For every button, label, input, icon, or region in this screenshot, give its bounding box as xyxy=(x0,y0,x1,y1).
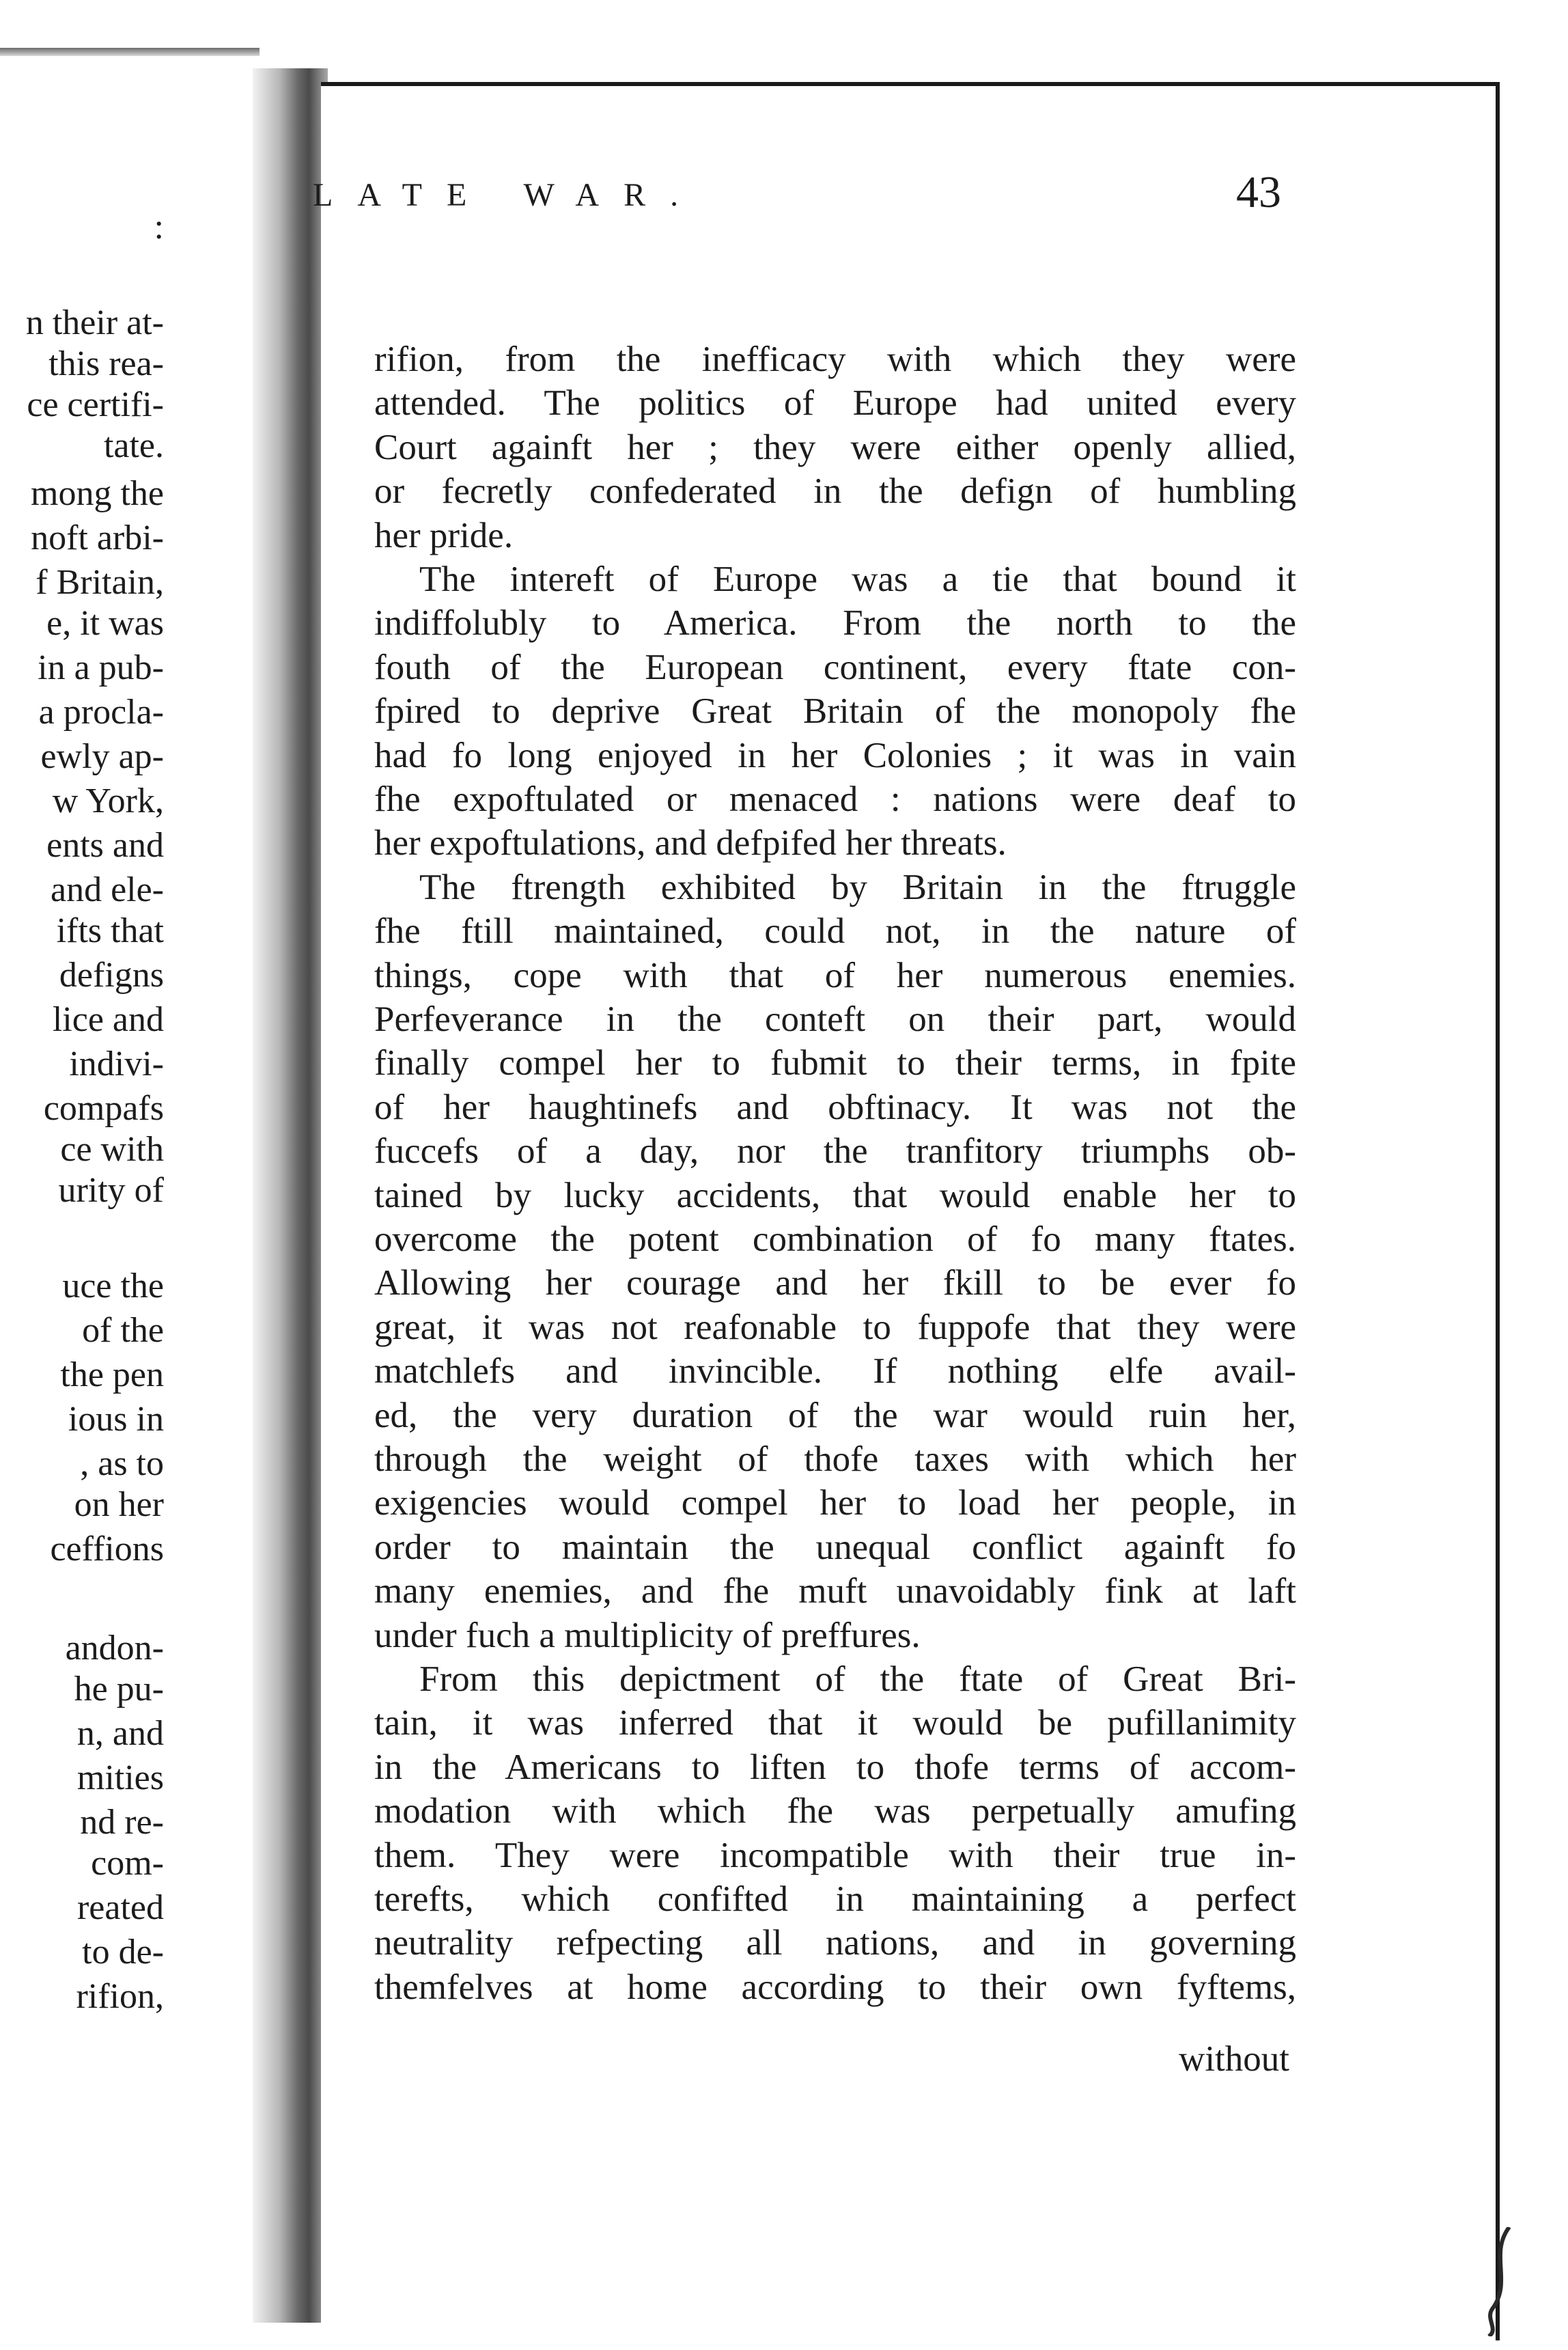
left-page-line: ifts that xyxy=(56,911,164,950)
body-text-line: The intereft of Europe was a tie that bound it xyxy=(419,559,1296,599)
body-text-line: themfelves at home according to their own fyftems, xyxy=(374,1967,1296,2007)
body-text-line: tain, it was inferred that it would be pufillanimity xyxy=(374,1703,1296,1743)
page-corner-mark xyxy=(1475,2227,1516,2336)
body-text-line: order to maintain the unequal conflict againft fo xyxy=(374,1528,1296,1567)
left-page-line: : xyxy=(154,208,164,247)
body-text-line: her pride. xyxy=(374,516,514,555)
left-page-line: a procla- xyxy=(38,693,164,732)
left-page-line: rifion, xyxy=(76,1977,164,2016)
body-text-line: things, cope with that of her numerous enemies. xyxy=(374,956,1296,995)
body-text-line: fhe ftill maintained, could not, in the nature of xyxy=(374,911,1296,951)
body-text-line: modation with which fhe was perpetually amufing xyxy=(374,1791,1296,1831)
body-text-line: fouth of the European continent, every ftate con- xyxy=(374,648,1296,687)
left-page-line: f Britain, xyxy=(36,563,164,602)
body-text-line: under fuch a multiplicity of preffures. xyxy=(374,1616,921,1655)
body-text-line: matchlefs and invincible. If nothing elfe avail- xyxy=(374,1351,1296,1391)
body-text-line: overcome the potent combination of fo many ftates. xyxy=(374,1219,1296,1259)
binding-gutter xyxy=(253,68,328,2323)
body-text-line: fpired to deprive Great Britain of the monopoly fhe xyxy=(374,691,1296,731)
body-text-line: fhe expoftulated or menaced : nations were deaf to xyxy=(374,779,1296,819)
body-text-line: rifion, from the inefficacy with which they were xyxy=(374,340,1296,379)
left-page-line: tate. xyxy=(103,426,164,465)
body-text-line: indiffolubly to America. From the north to the xyxy=(374,603,1296,643)
left-page-line: on her xyxy=(74,1485,164,1524)
left-page-line: n, and xyxy=(76,1714,164,1753)
left-page-line: mong the xyxy=(31,474,164,513)
body-text-line: Allowing her courage and her fkill to be ever fo xyxy=(374,1263,1296,1303)
body-text-line: ed, the very duration of the war would ruin her, xyxy=(374,1396,1296,1435)
body-text-line: From this depictment of the ftate of Great Bri- xyxy=(419,1659,1296,1699)
body-text-line: terefts, which confifted in maintaining a perfect xyxy=(374,1879,1296,1919)
left-page-line: this rea- xyxy=(48,344,164,383)
left-page-line: and ele- xyxy=(50,870,164,909)
left-page-line: reated xyxy=(76,1888,164,1927)
left-page-line: indivi- xyxy=(69,1045,164,1083)
body-text-line: had fo long enjoyed in her Colonies ; it was in vain xyxy=(374,736,1296,775)
left-page-line: nd re- xyxy=(80,1803,164,1842)
running-head: LATE WAR. xyxy=(313,177,703,213)
body-text-line: neutrality refpecting all nations, and in governing xyxy=(374,1923,1296,1963)
left-page-line: of the xyxy=(82,1311,164,1350)
left-page-line: uce the xyxy=(62,1267,164,1305)
body-text-line: exigencies would compel her to load her people, in xyxy=(374,1483,1296,1523)
body-text-line: fuccefs of a day, nor the tranfitory triumphs ob- xyxy=(374,1131,1296,1171)
body-text-line: great, it was not reafonable to fuppofe that they were xyxy=(374,1308,1296,1347)
left-page-line: mities xyxy=(76,1758,164,1797)
left-page-line: noft arbi- xyxy=(31,519,164,557)
body-text-line: finally compel her to fubmit to their terms, in fpite xyxy=(374,1043,1296,1083)
body-text-line: of her haughtinefs and obftinacy. It was not the xyxy=(374,1088,1296,1127)
body-text-line: or fecretly confederated in the defign of humbling xyxy=(374,471,1296,511)
page-number: 43 xyxy=(1236,167,1281,217)
left-page-line: ewly ap- xyxy=(40,737,164,776)
left-page-line: e, it was xyxy=(46,604,164,643)
left-page-line: the pen xyxy=(60,1355,164,1394)
body-text-line: her expoftulations, and defpifed her threats. xyxy=(374,823,1007,863)
body-text-line: tained by lucky accidents, that would enable her to xyxy=(374,1176,1296,1215)
left-page-line: he pu- xyxy=(74,1670,164,1709)
body-text-line: in the Americans to liften to thofe terms of accom- xyxy=(374,1747,1296,1787)
catchword: without xyxy=(1179,2039,1289,2079)
left-page-line: n their at- xyxy=(25,303,164,342)
left-page-line: in a pub- xyxy=(38,648,164,687)
body-text-line: Court againft her ; they were either openly allied, xyxy=(374,428,1296,467)
body-text-line: them. They were incompatible with their true in- xyxy=(374,1836,1296,1875)
left-page-line: ceffions xyxy=(50,1530,164,1568)
left-page-line: ious in xyxy=(68,1400,164,1439)
left-page-line: andon- xyxy=(65,1629,164,1668)
body-text-line: through the weight of thofe taxes with which her xyxy=(374,1439,1296,1479)
left-page-line: compafs xyxy=(43,1089,164,1128)
left-facing-page xyxy=(0,48,260,2302)
body-text-line: many enemies, and fhe muft unavoidably fink at laft xyxy=(374,1571,1296,1611)
page-edge xyxy=(0,48,260,56)
left-page-line: w York, xyxy=(52,782,164,820)
left-page-line: ents and xyxy=(46,826,164,865)
body-text-line: The ftrength exhibited by Britain in the ftruggle xyxy=(419,868,1296,907)
left-page-line: com- xyxy=(91,1844,164,1883)
left-page-line: urity of xyxy=(58,1171,164,1210)
left-page-line: , as to xyxy=(80,1444,164,1483)
body-text-line: attended. The politics of Europe had united every xyxy=(374,383,1296,423)
left-page-line: lice and xyxy=(52,1000,164,1039)
left-page-line: to de- xyxy=(82,1933,164,1972)
left-page-line: ce certifi- xyxy=(27,385,164,424)
left-page-line: ce with xyxy=(60,1130,164,1169)
left-page-line: defigns xyxy=(59,956,164,995)
body-text-line: Perfeverance in the conteft on their part, would xyxy=(374,999,1296,1039)
